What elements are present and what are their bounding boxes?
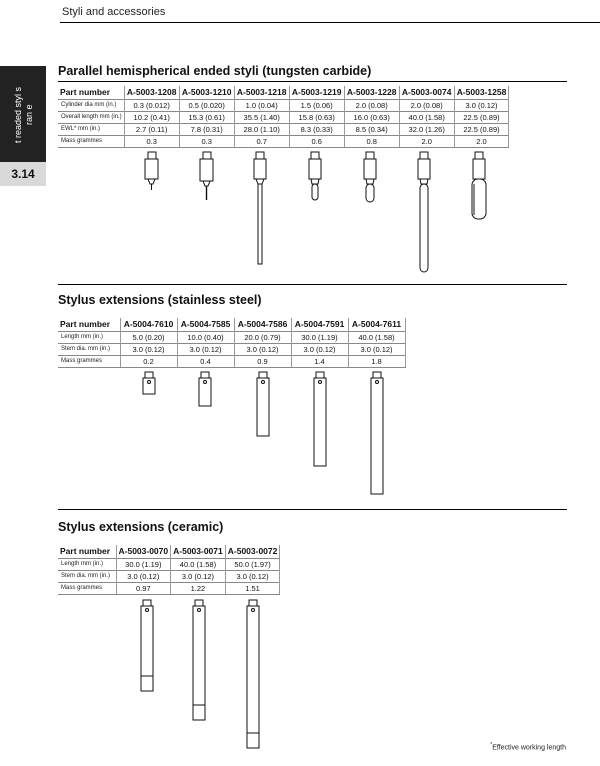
extension-drawing-7611	[371, 372, 383, 494]
stylus-drawing-1228	[364, 152, 376, 202]
table-cell: 0.8	[344, 136, 399, 148]
column-header-part-number: Part number	[58, 545, 116, 559]
table-cell: 1.5 (0.06)	[289, 100, 344, 112]
row-label: EWL* mm (in.)	[58, 124, 124, 136]
row-label: Length mm (in.)	[58, 332, 120, 344]
table-cell: 0.4	[177, 356, 234, 368]
column-header-part: A-5004-7591	[291, 318, 348, 332]
table-cell: 0.5 (0.020)	[179, 100, 234, 112]
table-cell: 30.0 (1.19)	[291, 332, 348, 344]
table-cell: 15.8 (0.63)	[289, 112, 344, 124]
column-header-part: A-5003-0074	[399, 86, 454, 100]
table-cell: 1.22	[171, 583, 226, 595]
stylus-drawing-0074	[418, 152, 430, 272]
table-cell: 35.5 (1.40)	[234, 112, 289, 124]
stylus-drawing-1219	[309, 152, 321, 200]
table-cell: 0.3 (0.012)	[124, 100, 179, 112]
ceramic-drawing-0072	[247, 600, 259, 748]
row-label: Stem dia. mm (in.)	[58, 571, 116, 583]
table-cell: 3.0 (0.12)	[348, 344, 405, 356]
row-label: Overall length mm (in.)	[58, 112, 124, 124]
table-cell: 1.4	[291, 356, 348, 368]
section-title-tungsten-styli: Parallel hemispherical ended styli (tungsten carbide)	[58, 64, 372, 78]
table-cell: 0.3	[124, 136, 179, 148]
extension-drawing-7610	[143, 372, 155, 394]
column-header-part: A-5004-7585	[177, 318, 234, 332]
column-header-part: A-5003-0072	[225, 545, 280, 559]
table-cell: 5.0 (0.20)	[120, 332, 177, 344]
table-cell: 3.0 (0.12)	[177, 344, 234, 356]
table-cell: 0.7	[234, 136, 289, 148]
table-cell: 50.0 (1.97)	[225, 559, 280, 571]
footnote-mark: *	[490, 742, 493, 748]
column-header-part: A-5004-7610	[120, 318, 177, 332]
table-cell: 30.0 (1.19)	[116, 559, 171, 571]
table-cell: 0.6	[289, 136, 344, 148]
table-cell: 40.0 (1.58)	[348, 332, 405, 344]
ceramic-drawing-0071	[193, 600, 205, 720]
column-header-part: A-5003-0071	[171, 545, 226, 559]
table-cell: 40.0 (1.58)	[171, 559, 226, 571]
extension-drawing-7585	[199, 372, 211, 406]
row-label: Length mm (in.)	[58, 559, 116, 571]
column-header-part: A-5003-0070	[116, 545, 171, 559]
table-cell: 22.5 (0.89)	[454, 124, 509, 136]
column-header-part-number: Part number	[58, 86, 124, 100]
table-cell: 3.0 (0.12)	[171, 571, 226, 583]
table-cell: 0.9	[234, 356, 291, 368]
table-cell: 32.0 (1.26)	[399, 124, 454, 136]
table-cell: 1.0 (0.04)	[234, 100, 289, 112]
table-cell: 7.8 (0.31)	[179, 124, 234, 136]
table-cell: 0.3	[179, 136, 234, 148]
stylus-drawing-1210	[200, 152, 213, 200]
table-cell: 10.2 (0.41)	[124, 112, 179, 124]
column-header-part: A-5003-1218	[234, 86, 289, 100]
column-header-part: A-5003-1208	[124, 86, 179, 100]
row-label: Stem dia. mm (in.)	[58, 344, 120, 356]
table-cell: 22.5 (0.89)	[454, 112, 509, 124]
table-cell: 3.0 (0.12)	[120, 344, 177, 356]
table-cell: 3.0 (0.12)	[291, 344, 348, 356]
table-cell: 3.0 (0.12)	[234, 344, 291, 356]
table-cell: 2.0 (0.08)	[399, 100, 454, 112]
table-cell: 3.0 (0.12)	[225, 571, 280, 583]
stylus-drawing-1258	[472, 152, 486, 219]
table-cell: 2.7 (0.11)	[124, 124, 179, 136]
table-cell: 2.0	[454, 136, 509, 148]
side-tab-text: t readed styl s ran e	[13, 86, 34, 144]
column-header-part-number: Part number	[58, 318, 120, 332]
ceramic-drawing-0070	[141, 600, 153, 691]
table-cell: 40.0 (1.58)	[399, 112, 454, 124]
table-cell: 28.0 (1.10)	[234, 124, 289, 136]
page-number: 3.14	[11, 167, 35, 181]
table-cell: 0.97	[116, 583, 171, 595]
table-cell: 10.0 (0.40)	[177, 332, 234, 344]
extension-drawing-7591	[314, 372, 326, 466]
table-cell: 15.3 (0.61)	[179, 112, 234, 124]
column-header-part: A-5003-1228	[344, 86, 399, 100]
row-label: Mass grammes	[58, 583, 116, 595]
table-cell: 2.0 (0.08)	[344, 100, 399, 112]
column-header-part: A-5003-1258	[454, 86, 509, 100]
section-title-steel-extensions: Stylus extensions (stainless steel)	[58, 293, 262, 307]
table-cell: 8.3 (0.33)	[289, 124, 344, 136]
row-label: Mass grammes	[58, 136, 124, 148]
table-cell: 1.8	[348, 356, 405, 368]
table-cell: 1.51	[225, 583, 280, 595]
table-cell: 3.0 (0.12)	[116, 571, 171, 583]
footnote-text: Effective working length	[492, 744, 566, 752]
row-label: Mass grammes	[58, 356, 120, 368]
column-header-part: A-5003-1210	[179, 86, 234, 100]
table-cell: 16.0 (0.63)	[344, 112, 399, 124]
table-cell: 0.2	[120, 356, 177, 368]
table-cell: 8.5 (0.34)	[344, 124, 399, 136]
column-header-part: A-5003-1219	[289, 86, 344, 100]
column-header-part: A-5004-7611	[348, 318, 405, 332]
footnote	[490, 742, 566, 751]
stylus-drawing-1218	[254, 152, 266, 264]
column-header-part: A-5004-7586	[234, 318, 291, 332]
table-cell: 20.0 (0.79)	[234, 332, 291, 344]
page-header-title: Styli and accessories	[62, 6, 166, 18]
stylus-drawing-1208	[145, 152, 158, 190]
section-title-ceramic-extensions: Stylus extensions (ceramic)	[58, 520, 224, 534]
table-cell: 3.0 (0.12)	[454, 100, 509, 112]
extension-drawing-7586	[257, 372, 269, 436]
row-label: Cylinder dia mm (in.)	[58, 100, 124, 112]
table-cell: 2.0	[399, 136, 454, 148]
